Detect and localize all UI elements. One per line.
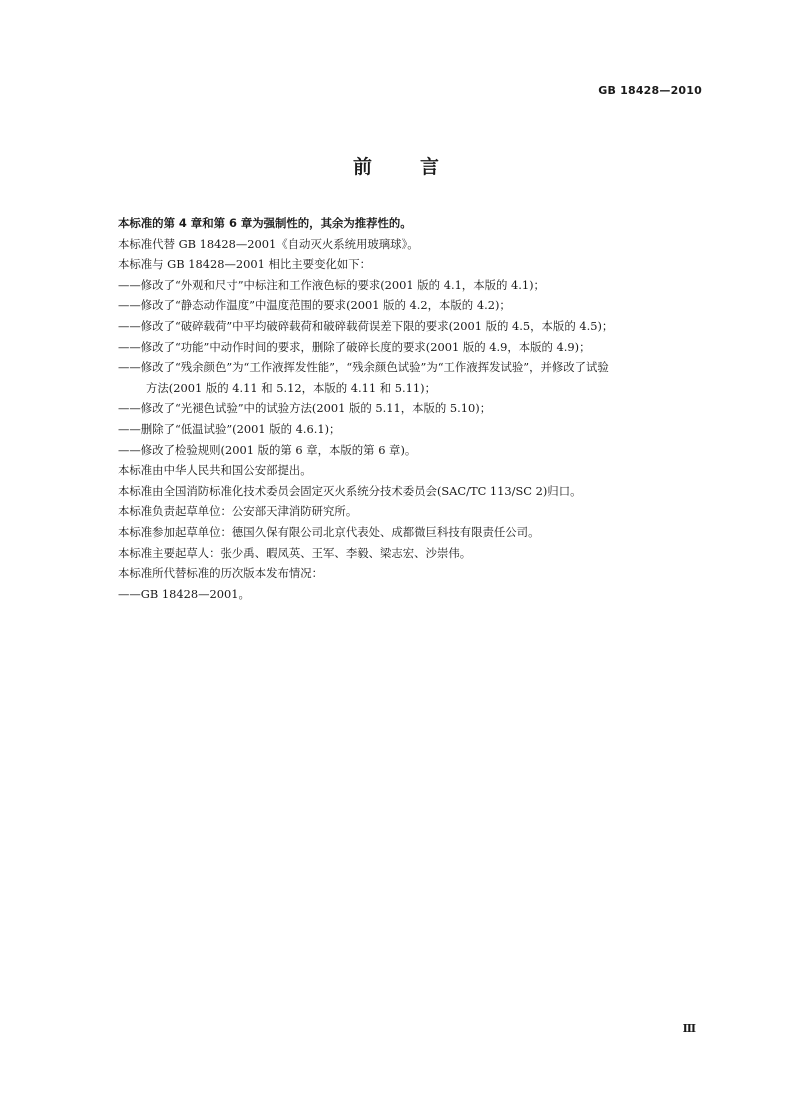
- lead-drafter-statement: 本标准负责起草单位：公安部天津消防研究所。: [118, 504, 358, 519]
- change-item: ——修改了检验规则(2001 版的第 6 章，本版的第 6 章)。: [118, 442, 417, 457]
- replacement-statement: 本标准代替 GB 18428—2001《自动灭火系统用玻璃球》。: [118, 236, 419, 251]
- change-item: ——修改了“外观和尺寸”中标注和工作液色标的要求(2001 版的 4.1，本版的 4.1)；: [118, 277, 545, 292]
- change-item: ——删除了“低温试验”(2001 版的 4.6.1)；: [118, 421, 341, 436]
- change-item: ——修改了“静态动作温度”中温度范围的要求(2001 版的 4.2，本版的 4.2)；: [118, 298, 511, 313]
- mandatory-statement: 本标准的第 4 章和第 6 章为强制性的，其余为推荐性的。: [118, 216, 412, 230]
- change-item: ——修改了“功能”中动作时间的要求，删除了破碎长度的要求(2001 版的 4.9，本版的 4.9)；: [118, 339, 591, 354]
- change-item: ——修改了“残余颜色”为“工作液挥发性能”，“残余颜色试验”为“工作液挥发试验”，并修改了试验: [118, 360, 609, 375]
- change-item: ——修改了“破碎载荷”中平均破碎载荷和破碎载荷误差下限的要求(2001 版的 4.5，本版的 4.5)；: [118, 318, 614, 333]
- main-drafters-statement: 本标准主要起草人：张少禹、暇凤英、王军、李毅、梁志宏、沙崇伟。: [118, 545, 472, 560]
- participating-drafters-statement: 本标准参加起草单位：德国久保有限公司北京代表处、成都微巨科技有限责任公司。: [118, 524, 540, 539]
- page-title: 前言: [352, 156, 487, 178]
- committee-statement: 本标准由全国消防标准化技术委员会固定灭火系统分技术委员会(SAC/TC 113/SC 2)归口。: [118, 483, 582, 498]
- proposer-statement: 本标准由中华人民共和国公安部提出。: [118, 463, 312, 478]
- page-number: Ⅲ: [682, 1022, 696, 1035]
- document-body: [118, 213, 708, 604]
- change-item: ——修改了“光褪色试验”中的试验方法(2001 版的 5.11，本版的 5.10)；: [118, 401, 492, 416]
- changes-intro: 本标准与 GB 18428—2001 相比主要变化如下：: [118, 257, 372, 272]
- standard-number: GB 18428—2010: [598, 84, 702, 97]
- history-item: ——GB 18428—2001。: [118, 586, 250, 601]
- history-intro: 本标准所代替标准的历次版本发布情况：: [118, 566, 324, 581]
- change-item-continuation: 方法(2001 版的 4.11 和 5.12，本版的 4.11 和 5.11)；: [146, 380, 436, 395]
